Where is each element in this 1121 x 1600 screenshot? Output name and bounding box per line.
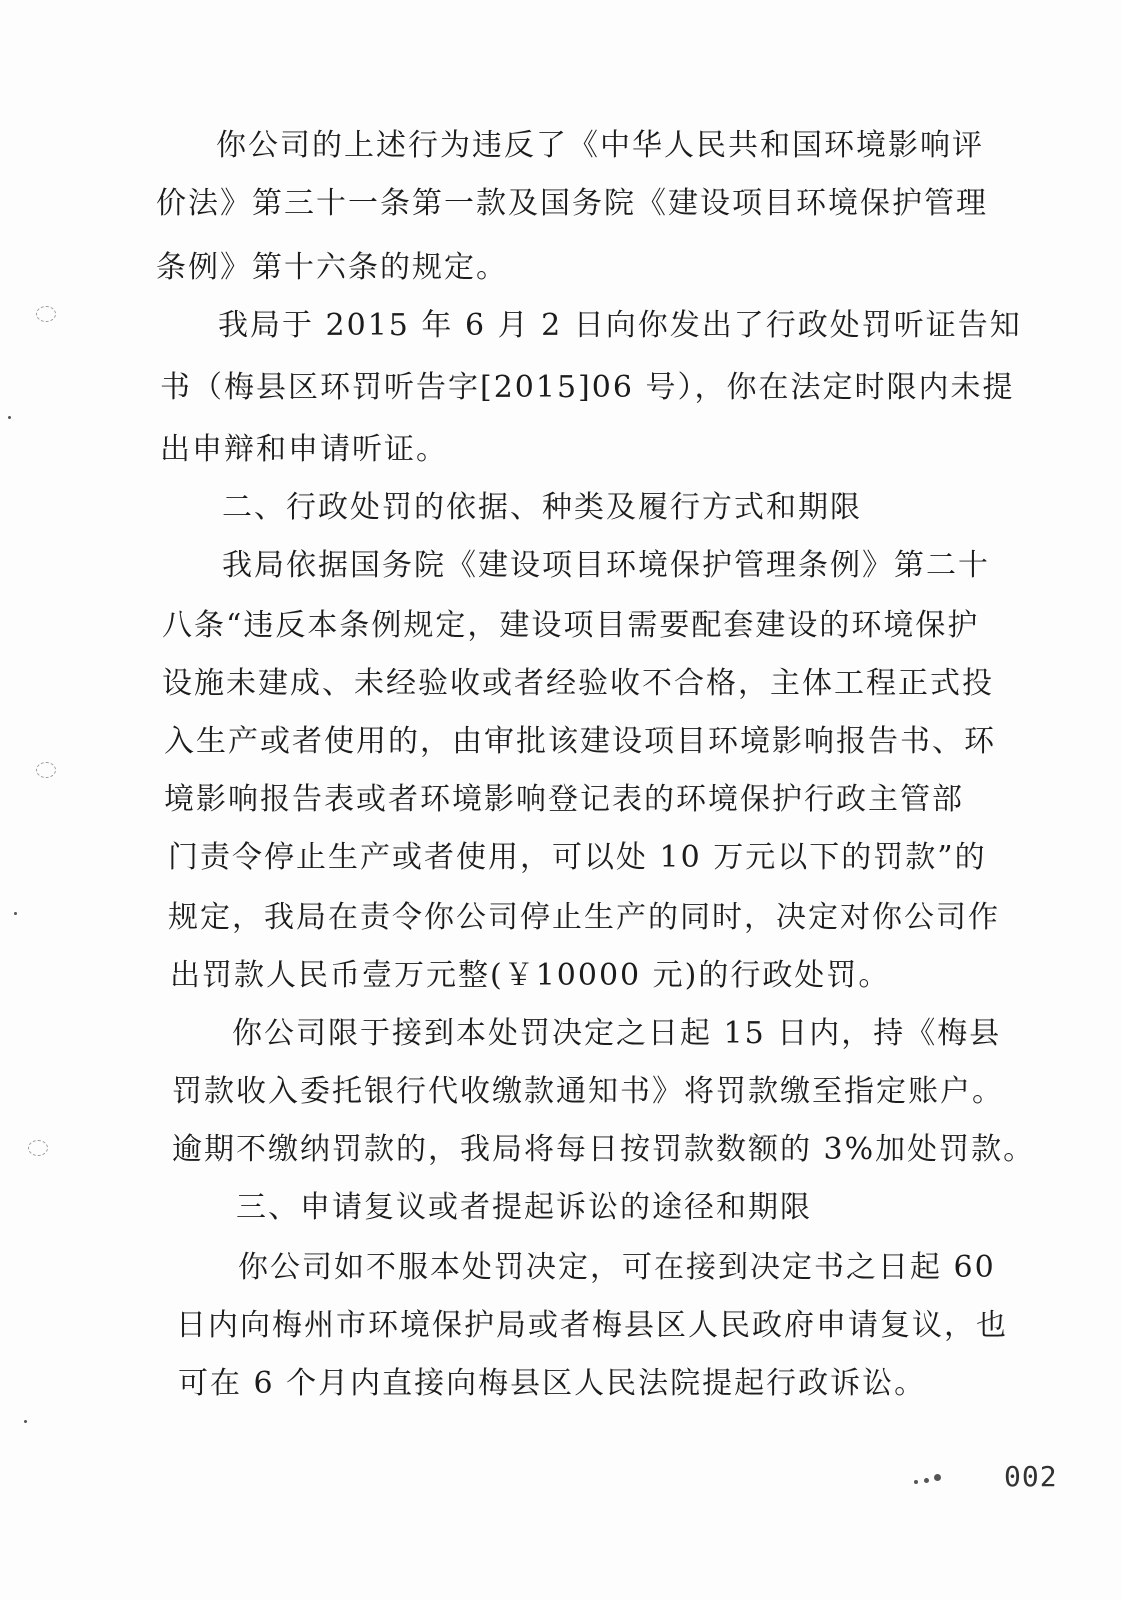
section-heading-3: 三、申请复议或者提起诉讼的途径和期限 xyxy=(236,1190,812,1225)
paragraph-1-line-3: 条例》第十六条的规定。 xyxy=(156,250,508,285)
paragraph-5-line-3: 可在 6 个月内直接向梅县区人民法院提起行政诉讼。 xyxy=(178,1366,927,1401)
paragraph-1-line-1: 你公司的上述行为违反了《中华人民共和国环境影响评 xyxy=(216,128,984,163)
paragraph-2-line-3: 出申辩和申请听证。 xyxy=(160,432,448,467)
scan-speck xyxy=(924,1478,929,1483)
paragraph-3-line-2: 八条“违反本条例规定，建设项目需要配套建设的环境保护 xyxy=(162,608,980,643)
paragraph-5-line-1: 你公司如不服本处罚决定，可在接到决定书之日起 60 xyxy=(238,1250,996,1285)
paragraph-4-line-3: 逾期不缴纳罚款的，我局将每日按罚款数额的 3%加处罚款。 xyxy=(172,1132,1036,1167)
paragraph-3-line-7: 规定，我局在责令你公司停止生产的同时，决定对你公司作 xyxy=(168,900,1000,935)
scan-speck xyxy=(914,1480,918,1484)
section-heading-2: 二、行政处罚的依据、种类及履行方式和期限 xyxy=(222,490,862,525)
paragraph-4-line-2: 罚款收入委托银行代收缴款通知书》将罚款缴至指定账户。 xyxy=(172,1074,1004,1109)
paragraph-4-line-1: 你公司限于接到本处罚决定之日起 15 日内，持《梅县 xyxy=(232,1016,1002,1051)
scan-speck xyxy=(934,1474,941,1481)
paragraph-1-line-2: 价法》第三十一条第一款及国务院《建设项目环境保护管理 xyxy=(156,186,988,221)
paragraph-3-line-8: 出罚款人民币壹万元整(￥10000 元)的行政处罚。 xyxy=(170,958,891,993)
scan-speck xyxy=(14,912,17,915)
paragraph-2-line-1: 我局于 2015 年 6 月 2 日向你发出了行政处罚听证告知 xyxy=(218,308,1022,343)
paragraph-2-line-2: 书（梅县区环罚听告字[2015]06 号），你在法定时限内未提 xyxy=(160,370,1015,405)
paragraph-3-line-4: 入生产或者使用的，由审批该建设项目环境影响报告书、环 xyxy=(164,724,996,759)
paragraph-3-line-1: 我局依据国务院《建设项目环境保护管理条例》第二十 xyxy=(222,548,990,583)
paragraph-3-line-5: 境影响报告表或者环境影响登记表的环境保护行政主管部 xyxy=(164,782,964,817)
paragraph-3-line-3: 设施未建成、未经验收或者经验收不合格，主体工程正式投 xyxy=(162,666,994,701)
scan-speck xyxy=(8,416,11,419)
scan-speck xyxy=(24,1420,27,1423)
paragraph-3-line-6: 门责令停止生产或者使用，可以处 10 万元以下的罚款”的 xyxy=(168,840,987,875)
binding-hole-mark xyxy=(36,306,56,322)
paragraph-5-line-2: 日内向梅州市环境保护局或者梅县区人民政府申请复议，也 xyxy=(176,1308,1008,1343)
binding-hole-mark xyxy=(36,762,56,778)
page-number: 002 xyxy=(1004,1460,1058,1493)
binding-hole-mark xyxy=(28,1140,48,1156)
